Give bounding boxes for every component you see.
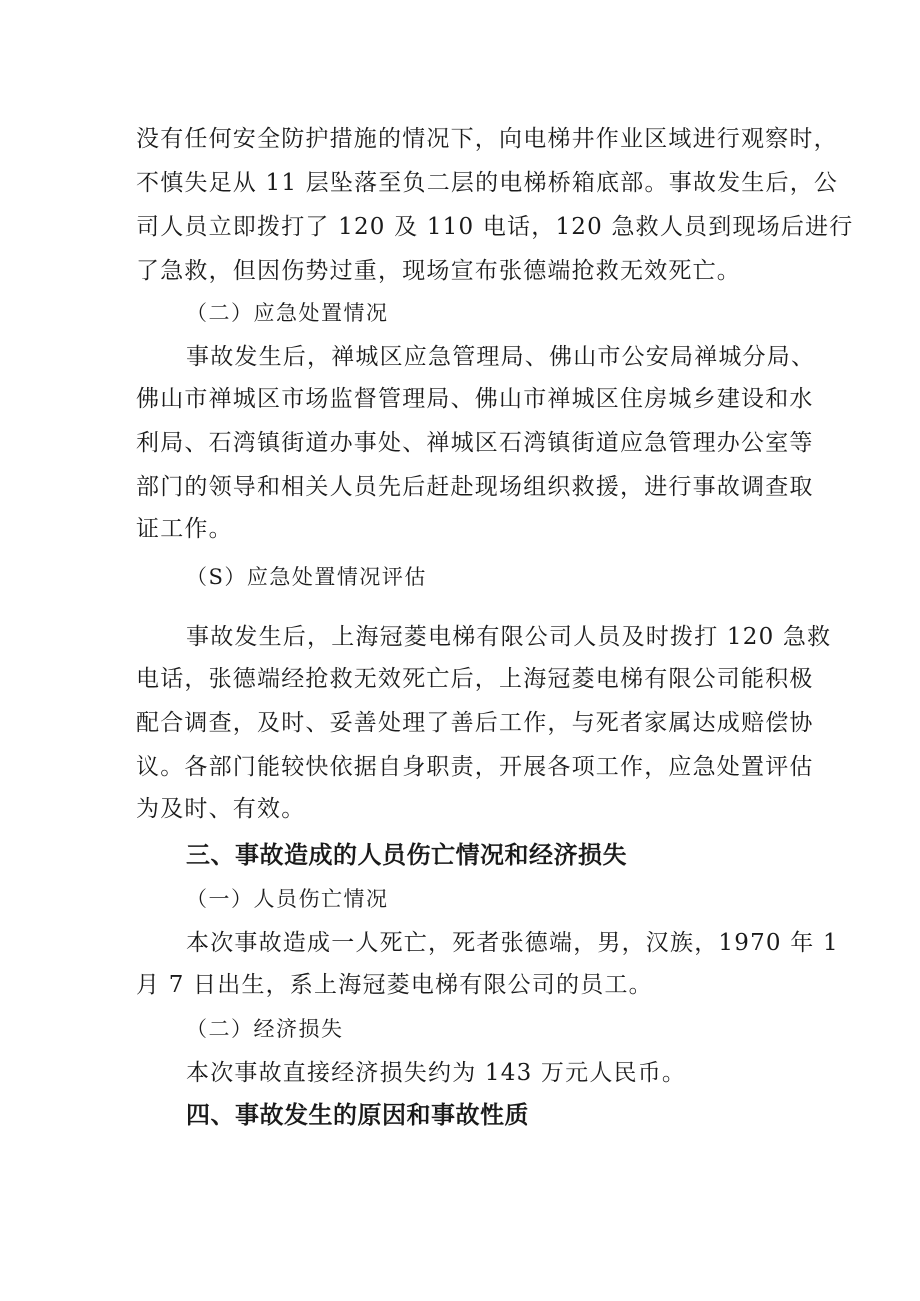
subsection-heading: （二）经济损失 bbox=[186, 1017, 344, 1041]
paragraph-line: 事故发生后，上海冠菱电梯有限公司人员及时拨打 120 急救 bbox=[186, 624, 832, 650]
section-heading: 三、事故造成的人员伤亡情况和经济损失 bbox=[186, 841, 627, 869]
paragraph-line: 利局、石湾镇街道办事处、禅城区石湾镇街道应急管理办公室等 bbox=[136, 430, 814, 456]
paragraph-line: 部门的领导和相关人员先后赶赴现场组织救援，进行事故调查取 bbox=[136, 474, 814, 500]
paragraph-line: 配合调查，及时、妥善处理了善后工作，与死者家属达成赔偿协 bbox=[136, 710, 814, 736]
paragraph-line: 证工作。 bbox=[136, 516, 233, 542]
paragraph-line: 不慎失足从 11 层坠落至负二层的电梯桥箱底部。事故发生后，公 bbox=[136, 170, 839, 196]
paragraph-line: 月 7 日出生，系上海冠菱电梯有限公司的员工。 bbox=[136, 972, 653, 998]
paragraph-line: 了急救，但因伤势过重，现场宣布张德端抢救无效死亡。 bbox=[136, 258, 741, 284]
paragraph-line: 为及时、有效。 bbox=[136, 796, 306, 822]
paragraph-line: 司人员立即拨打了 120 及 110 电话，120 急救人员到现场后进行 bbox=[136, 214, 854, 240]
paragraph-line: 没有任何安全防护措施的情况下，向电梯井作业区域进行观察时， bbox=[136, 126, 838, 152]
section-heading: 四、事故发生的原因和事故性质 bbox=[186, 1101, 529, 1129]
paragraph-line: 电话，张德端经抢救无效死亡后，上海冠菱电梯有限公司能积极 bbox=[136, 666, 814, 692]
paragraph-line: 本次事故造成一人死亡，死者张德端，男，汉族，1970 年 1 bbox=[186, 930, 839, 956]
subsection-heading: （一）人员伤亡情况 bbox=[186, 887, 389, 911]
paragraph-line: 事故发生后，禅城区应急管理局、佛山市公安局禅城分局、 bbox=[186, 344, 816, 370]
paragraph-line: 佛山市禅城区市场监督管理局、佛山市禅城区住房城乡建设和水 bbox=[136, 386, 814, 412]
paragraph-line: 本次事故直接经济损失约为 143 万元人民币。 bbox=[186, 1060, 687, 1086]
paragraph-line: 议。各部门能较快依据自身职责，开展各项工作，应急处置评估 bbox=[136, 754, 814, 780]
subsection-heading: （二）应急处置情况 bbox=[186, 301, 389, 325]
subsection-heading: （S）应急处置情况评估 bbox=[186, 565, 427, 589]
